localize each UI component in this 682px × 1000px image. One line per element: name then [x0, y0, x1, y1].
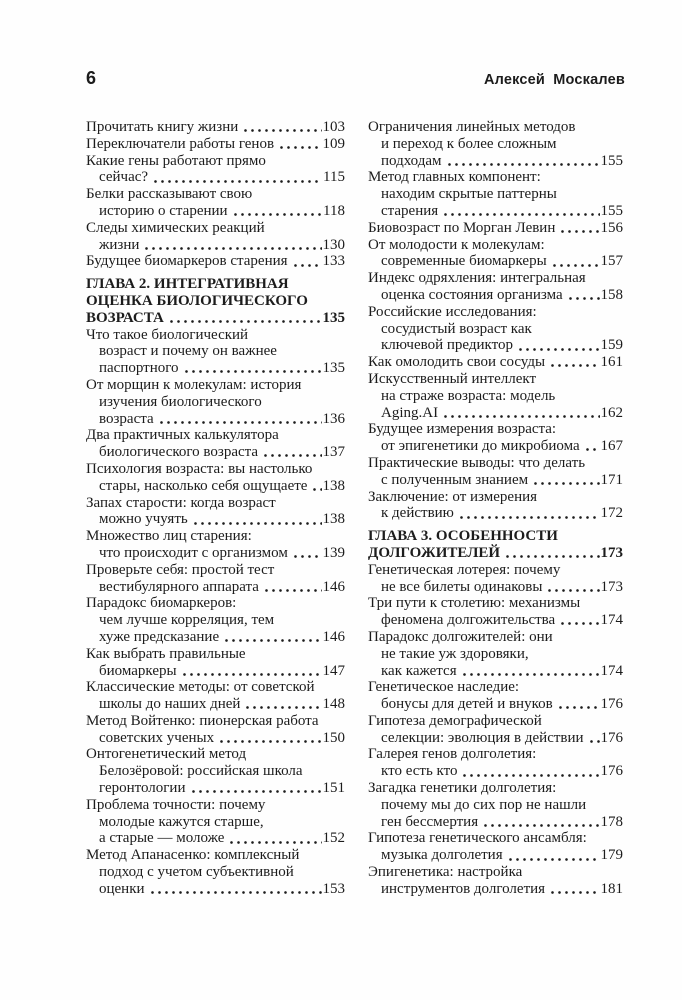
toc-entry-text: Что такое биологический [86, 326, 249, 343]
toc-entry [368, 780, 623, 830]
toc-entry-text: Индекс одряхления: интегральная [368, 270, 586, 287]
toc-entry-text: ген бессмертия [381, 813, 479, 830]
toc-page-number: 178 [600, 813, 623, 830]
toc-entry-text: как кажется [381, 662, 457, 679]
dot-leader [228, 830, 321, 847]
toc-page-number: 171 [600, 471, 623, 488]
toc-entry [368, 562, 623, 596]
toc-page-number: 176 [600, 729, 623, 746]
toc-chapter-entry [86, 276, 345, 326]
toc-page-number: 174 [600, 662, 623, 679]
toc-entry [86, 119, 345, 136]
dot-leader [482, 814, 599, 831]
toc-entry-text: Множество лиц старения: [86, 528, 252, 545]
toc-entry-text: От морщин к молекулам: история [86, 376, 302, 393]
toc-entry [86, 427, 345, 461]
toc-entry [86, 595, 345, 645]
dot-leader [584, 438, 600, 455]
toc-entry [368, 237, 623, 271]
toc-entry [368, 746, 623, 780]
toc-entry-text: можно учуять [99, 511, 188, 528]
toc-page-number: 103 [322, 119, 345, 135]
toc-entry-text: Парадокс биомаркеров: [86, 595, 237, 612]
toc-entry-text: кто есть кто [381, 763, 458, 780]
toc-entry-text: советских ученых [99, 729, 215, 746]
toc-entry-text: хуже предсказание [99, 628, 220, 645]
toc-entry-text: Белозёровой: российская школа [99, 763, 303, 780]
dot-leader [446, 153, 600, 170]
toc-entry-text: жизни [99, 236, 140, 253]
toc-entry-text: Aging.AI [381, 404, 439, 421]
dot-leader [218, 730, 321, 747]
toc-page-number: 174 [600, 612, 623, 629]
toc-entry-text: Классические методы: от советской [86, 679, 315, 696]
toc-page-number: 138 [322, 477, 345, 494]
dot-leader [292, 253, 322, 270]
dot-leader [567, 287, 600, 304]
page-number: 6 [86, 68, 97, 88]
toc-entry-text: бонусы для детей и внуков [381, 696, 553, 713]
dot-leader [311, 478, 321, 495]
toc-entry [86, 528, 345, 562]
toc-entry-text: старения [381, 202, 439, 219]
dot-leader [442, 203, 599, 220]
toc-entry-text: биологического возраста [99, 444, 259, 461]
toc-entry-text: инструментов долголетия [381, 880, 546, 897]
toc-entry-text: Генетическая лотерея: почему [368, 561, 561, 578]
dot-leader [262, 444, 321, 461]
toc-entry-text: Запах старости: когда возраст [86, 494, 276, 511]
dot-leader [551, 253, 600, 270]
toc-page-number: 137 [322, 444, 345, 461]
toc-page-number: 153 [322, 880, 345, 897]
dot-leader [278, 136, 321, 153]
toc-entry [86, 186, 345, 220]
toc-entry [86, 646, 345, 680]
toc-entry-text: Загадка генетики долголетия: [368, 780, 557, 797]
toc-entry-text: Гипотеза демографической [368, 712, 542, 729]
dot-leader [507, 847, 600, 864]
toc-entry-text: подход с учетом субъективной [99, 864, 294, 881]
toc-page-number: 150 [322, 729, 345, 746]
toc-entry-text: Метод Апанасенко: комплексный [86, 847, 300, 864]
toc-page-number: 135 [322, 360, 345, 377]
toc-entry-text: Метод главных компонент: [368, 169, 541, 186]
toc-entry [368, 489, 623, 523]
toc-entry-text: возраст и почему он важнее [99, 343, 277, 360]
toc-entry [368, 354, 623, 371]
dot-leader [232, 203, 322, 220]
toc-entry [86, 461, 345, 495]
toc-entry-text: ДОЛГОЖИТЕЛЕЙ [368, 544, 501, 561]
toc-entry [86, 136, 345, 153]
toc-entry [368, 371, 623, 421]
toc-entry-text: не все билеты одинаковы [381, 578, 543, 595]
toc-entry-text: От молодости к молекулам: [368, 236, 545, 253]
toc-entry-text: музыка долголетия [381, 847, 503, 864]
toc-page-number: 167 [600, 438, 623, 455]
toc-page-number: 138 [322, 511, 345, 528]
toc-entry-text: Два практичных калькулятора [86, 427, 279, 444]
toc-entry [368, 455, 623, 489]
toc-page-number: 135 [322, 309, 345, 326]
toc-entry [368, 169, 623, 219]
toc-entry-text: историю о старении [99, 202, 228, 219]
toc-entry [368, 119, 623, 169]
toc-entry-text: Генетическое наследие: [368, 679, 520, 696]
toc-entry-text: Белки рассказывают свою [86, 186, 253, 203]
toc-entry-text: биомаркеры [99, 662, 177, 679]
toc-entry-text: Будущее биомаркеров старения [86, 253, 288, 270]
toc-entry-text: Практические выводы: что делать [368, 454, 586, 471]
toc-page-number: 172 [600, 505, 623, 522]
dot-leader [504, 545, 599, 562]
author-name: Алексей Москалев [483, 72, 625, 88]
toc-entry-text: ОЦЕНКА БИОЛОГИЧЕСКОГО [86, 292, 308, 309]
toc-entry-text: Переключатели работы генов [86, 135, 275, 152]
toc-page-number: 152 [322, 830, 345, 847]
toc-chapter-entry [368, 528, 623, 562]
dot-leader [292, 545, 322, 562]
toc-entry [86, 562, 345, 596]
dot-leader [559, 612, 599, 629]
toc-page-number: 162 [600, 404, 623, 421]
toc-entry-text: ВОЗРАСТА [86, 309, 164, 326]
toc-entry-text: Будущее измерения возраста: [368, 421, 557, 438]
toc-page-number: 176 [600, 696, 623, 713]
toc-page-number: 146 [322, 578, 345, 595]
toc-entry-text: сосудистый возраст как [381, 320, 532, 337]
toc-entry [368, 304, 623, 354]
toc-entry-text: Биовозраст по Морган Левин [368, 219, 556, 236]
toc-page-number: 136 [322, 410, 345, 427]
toc-entry [368, 864, 623, 898]
toc-entry-text: геронтологии [99, 780, 186, 797]
toc-entry [86, 713, 345, 747]
toc-entry-text: Три пути к столетию: механизмы [368, 595, 581, 612]
dot-leader [152, 169, 322, 186]
toc-page-number: 155 [600, 152, 623, 169]
toc-entry-text: к действию [381, 505, 454, 522]
toc-entry-text: Прочитать книгу жизни [86, 119, 239, 135]
toc-entry-text: сейчас? [99, 169, 149, 186]
dot-leader [458, 505, 600, 522]
toc-entry-text: Следы химических реакций [86, 219, 265, 236]
dot-leader [192, 511, 322, 528]
toc-page-number: 161 [600, 354, 623, 371]
toc-entry-text: Российские исследования: [368, 303, 537, 320]
toc-entry-text: возраста [99, 410, 154, 427]
toc-entry [86, 220, 345, 254]
dot-leader [557, 696, 600, 713]
toc-entry [368, 595, 623, 629]
toc-entry-text: школы до наших дней [99, 696, 241, 713]
dot-leader [263, 579, 322, 596]
toc-page-number: 156 [600, 219, 623, 236]
toc-page-number: 155 [600, 202, 623, 219]
toc-page-number: 181 [600, 880, 623, 897]
toc-entry-text: от эпигенетики до микробиома [381, 438, 580, 455]
toc-entry-text: Заключение: от измерения [368, 488, 538, 505]
toc-entry-text: Ограничения линейных методов [368, 119, 576, 135]
dot-leader [546, 579, 599, 596]
toc-entry-text: почему мы до сих пор не нашли [381, 796, 587, 813]
toc-entry [368, 421, 623, 455]
dot-leader [143, 237, 321, 254]
toc-entry-text: находим скрытые паттерны [381, 186, 557, 203]
toc-page-number: 146 [322, 628, 345, 645]
toc-entry-text: Проверьте себя: простой тест [86, 561, 275, 578]
toc-entry-text: Парадокс долгожителей: они [368, 628, 553, 645]
toc-column-right [368, 119, 623, 898]
toc-entry-text: оценки [99, 880, 145, 897]
dot-leader [183, 360, 322, 377]
toc-entry-text: Как выбрать правильные [86, 645, 246, 662]
dot-leader [549, 881, 599, 898]
toc-entry-text: феномена долгожительства [381, 612, 556, 629]
dot-leader [549, 354, 599, 371]
toc-entry [368, 830, 623, 864]
toc-entry [86, 495, 345, 529]
toc-entry-text: Эпигенетика: настройка [368, 864, 523, 881]
toc-page-number: 147 [322, 662, 345, 679]
dot-leader [242, 119, 321, 136]
toc-entry [86, 327, 345, 377]
dot-leader [158, 411, 322, 428]
toc-page-number: 176 [600, 763, 623, 780]
dot-leader [149, 881, 322, 898]
toc-page-number: 133 [322, 253, 345, 270]
toc-entry-text: Онтогенетический метод [86, 746, 247, 763]
toc-entry-text: подходам [381, 152, 442, 169]
toc-entry-text: стары, насколько себя ощущаете [99, 477, 308, 494]
dot-leader [244, 696, 321, 713]
dot-leader [532, 472, 599, 489]
toc-page-number: 115 [323, 169, 345, 186]
toc-entry-text: не такие уж здоровяки, [381, 645, 529, 662]
dot-leader [461, 663, 600, 680]
toc-entry [368, 713, 623, 747]
dot-leader [223, 629, 321, 646]
toc-entry [368, 270, 623, 304]
toc-entry-text: паспортного [99, 360, 179, 377]
toc-entry [86, 377, 345, 427]
toc-entry [368, 679, 623, 713]
toc-entry [86, 797, 345, 847]
toc-page-number: 139 [322, 544, 345, 561]
toc-entry-text: Психология возраста: вы настолько [86, 460, 313, 477]
toc-entry-text: Как омолодить свои сосуды [368, 354, 546, 371]
toc-entry-text: с полученным знанием [381, 471, 529, 488]
toc-entry-text: ГЛАВА 2. ИНТЕГРАТИВНАЯ [86, 276, 289, 293]
dot-leader [442, 405, 599, 422]
toc-entry [86, 746, 345, 796]
toc-page-number: 158 [600, 286, 623, 303]
toc-page-number: 159 [600, 337, 623, 354]
dot-leader [588, 730, 600, 747]
toc-entry-text: Какие гены работают прямо [86, 152, 266, 169]
toc-entry-text: ГЛАВА 3. ОСОБЕННОСТИ [368, 528, 558, 545]
toc-entry-text: чем лучше корреляция, тем [99, 612, 275, 629]
toc-entry-text: на страже возраста: модель [381, 387, 556, 404]
toc-entry-text: Метод Войтенко: пионерская работа [86, 712, 319, 729]
dot-leader [181, 663, 322, 680]
toc-entry-text: вестибулярного аппарата [99, 578, 259, 595]
toc-entry-text: Проблема точности: почему [86, 796, 266, 813]
toc-page-number: 179 [600, 847, 623, 864]
dot-leader [168, 310, 322, 327]
toc-entry [368, 220, 623, 237]
toc-entry-text: Искусственный интеллект [368, 370, 537, 387]
toc-entry-text: Галерея генов долголетия: [368, 746, 537, 763]
toc-entry-text: молодые кажутся старше, [99, 813, 264, 830]
toc-page-number: 130 [322, 236, 345, 253]
toc-page-number: 173 [600, 544, 623, 561]
toc-entry-text: изучения биологического [99, 393, 262, 410]
dot-leader [461, 763, 599, 780]
toc-entry-text: оценка состояния организма [381, 286, 563, 303]
toc-entry [86, 153, 345, 187]
toc-entry [86, 253, 345, 270]
toc-entry-text: Гипотеза генетического ансамбля: [368, 830, 587, 847]
toc-entry-text: что происходит с организмом [99, 544, 288, 561]
dot-leader [190, 780, 322, 797]
toc-page-number: 118 [323, 202, 345, 219]
dot-leader [517, 337, 600, 354]
toc-column-left [86, 119, 345, 898]
toc-entry-text: а старые — моложе [99, 830, 225, 847]
toc-page-number: 151 [322, 780, 345, 797]
page-header [86, 68, 625, 89]
toc-entry-text: и переход к более сложным [381, 135, 557, 152]
toc-page-number: 173 [600, 578, 623, 595]
toc-entry [86, 847, 345, 897]
toc-entry-text: ключевой предиктор [381, 337, 513, 354]
toc-entry-text: современные биомаркеры [381, 253, 547, 270]
toc-page-number: 109 [322, 135, 345, 152]
toc-page-number: 148 [322, 696, 345, 713]
toc-page-number: 157 [600, 253, 623, 270]
toc-entry [368, 629, 623, 679]
toc-entry [86, 679, 345, 713]
dot-leader [559, 220, 599, 237]
toc-entry-text: селекции: эволюция в действии [381, 729, 584, 746]
